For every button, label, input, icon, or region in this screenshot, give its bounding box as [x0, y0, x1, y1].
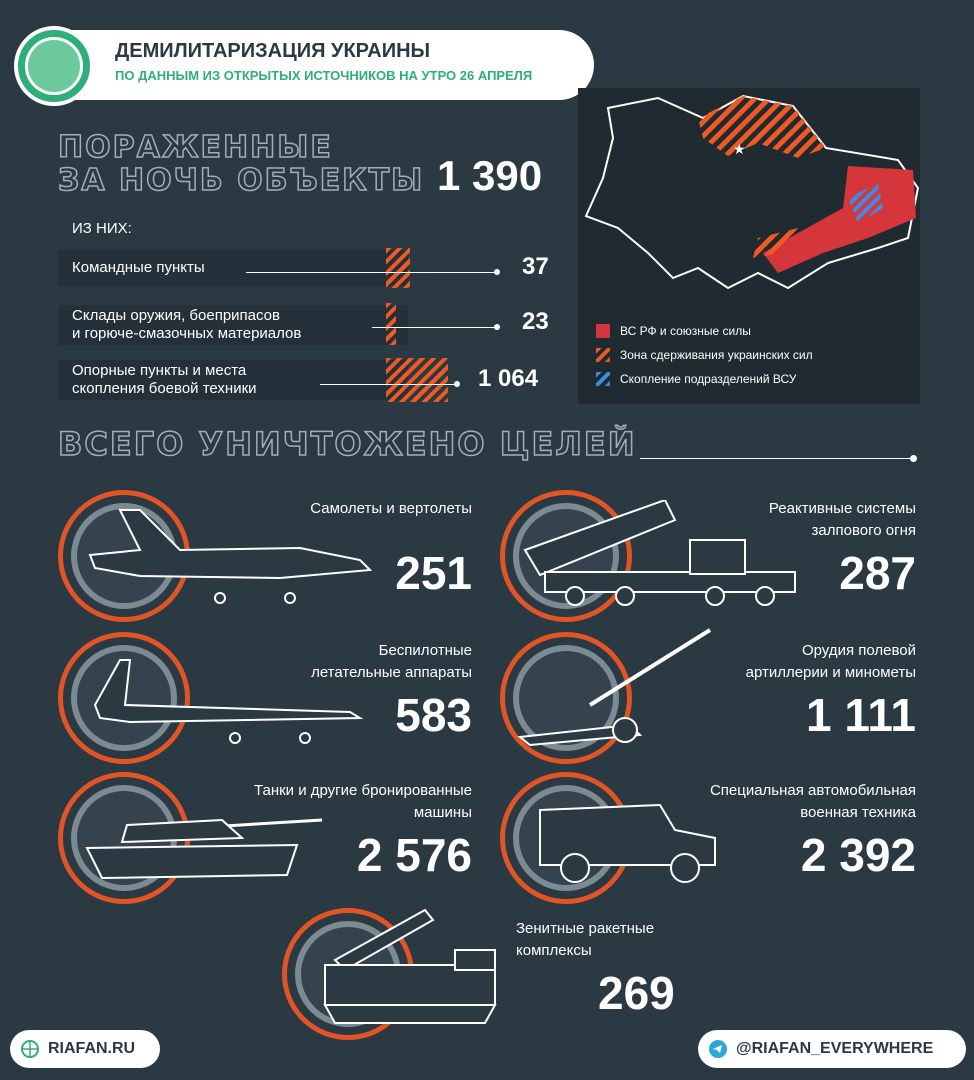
- legend-swatch-orange-hatch: [596, 348, 610, 362]
- row-value: 23: [522, 308, 549, 335]
- card-label-line2: летательные аппараты: [311, 664, 472, 681]
- card-label-line1: Орудия полевой: [801, 642, 916, 659]
- page-title: ДЕМИЛИТАРИЗАЦИЯ УКРАИНЫ: [115, 40, 431, 62]
- card-label-line2: комплексы: [516, 942, 592, 959]
- card-label-line1: Беспилотные: [378, 642, 472, 659]
- leader-dot: [454, 381, 460, 387]
- legend-label: ВС РФ и союзные силы: [620, 324, 751, 338]
- row-label-line1: Склады оружия, боеприпасов: [72, 307, 280, 324]
- telegram-label: @RIAFAN_EVERYWHERE: [736, 1040, 934, 1057]
- capital-star-icon: ★: [733, 141, 746, 157]
- rf-forces-zone: [763, 166, 916, 273]
- riafan-logo: [14, 26, 94, 106]
- section-dot: [910, 455, 917, 462]
- card-label-line1: Танки и другие бронированные: [253, 782, 472, 799]
- card-label-line1: Реактивные системы: [768, 500, 916, 517]
- hatch-bar: [386, 303, 396, 345]
- card-value: 1 111: [805, 689, 916, 741]
- card-label-line1: Специальная автомобильная: [709, 782, 916, 799]
- card-value: 287: [839, 547, 916, 599]
- card-value: 269: [598, 967, 675, 1019]
- card-label-line1: Зенитные ракетные: [516, 920, 655, 937]
- page-subtitle: ПО ДАННЫМ ИЗ ОТКРЫТЫХ ИСТОЧНИКОВ НА УТРО 26 АПРЕЛЯ: [115, 68, 533, 83]
- globe-icon: [25, 37, 83, 95]
- section-line: [640, 458, 912, 459]
- card-label-line2: залпового огня: [811, 522, 916, 539]
- card-value: 251: [395, 547, 472, 599]
- site-label: RIAFAN.RU: [48, 1040, 136, 1057]
- card-value: 583: [395, 689, 472, 741]
- card-value: 2 576: [356, 829, 472, 881]
- struck-total: 1 390: [437, 152, 543, 199]
- row-value: 1 064: [478, 365, 539, 392]
- struck-title-line1: ПОРАЖЕННЫЕ: [58, 130, 333, 165]
- leader-dot: [494, 324, 500, 330]
- of-them-label: ИЗ НИХ:: [72, 220, 132, 237]
- site-link[interactable]: [10, 1030, 160, 1068]
- card-value: 2 392: [800, 829, 916, 881]
- total-section-title: ВСЕГО УНИЧТОЖЕНО ЦЕЛЕЙ: [58, 425, 637, 463]
- legend-swatch-red: [596, 324, 610, 338]
- row-label-line1: Опорные пункты и места: [72, 362, 247, 379]
- globe-icon: [20, 1039, 40, 1059]
- struck-title-line2: ЗА НОЧЬ ОБЪЕКТЫ: [58, 163, 425, 198]
- sam-icon: [305, 905, 505, 1030]
- legend-label: Скопление подразделений ВСУ: [620, 372, 797, 386]
- leader-line: [246, 272, 496, 273]
- telegram-link[interactable]: [698, 1030, 966, 1068]
- hatch-bar: [386, 358, 448, 402]
- row-label: Командные пункты: [72, 259, 205, 276]
- map-panel: [578, 88, 920, 404]
- containment-zone-north: [698, 96, 826, 158]
- row-label-line2: скопления боевой техники: [72, 380, 257, 397]
- card-label-line2: артиллерии и минометы: [745, 664, 916, 681]
- leader-line: [320, 384, 456, 385]
- hatch-bar: [386, 248, 410, 288]
- card-label-line2: машины: [413, 804, 472, 821]
- card-label: Самолеты и вертолеты: [310, 500, 472, 517]
- telegram-icon: [708, 1039, 728, 1059]
- leader-dot: [494, 269, 500, 275]
- row-value: 37: [522, 253, 549, 280]
- legend-label: Зона сдерживания украинских сил: [620, 348, 813, 362]
- card-label-line2: военная техника: [800, 804, 916, 821]
- leader-line: [372, 327, 496, 328]
- legend-swatch-blue-hatch: [596, 372, 610, 386]
- row-label-line2: и горюче-смазочных материалов: [72, 325, 302, 342]
